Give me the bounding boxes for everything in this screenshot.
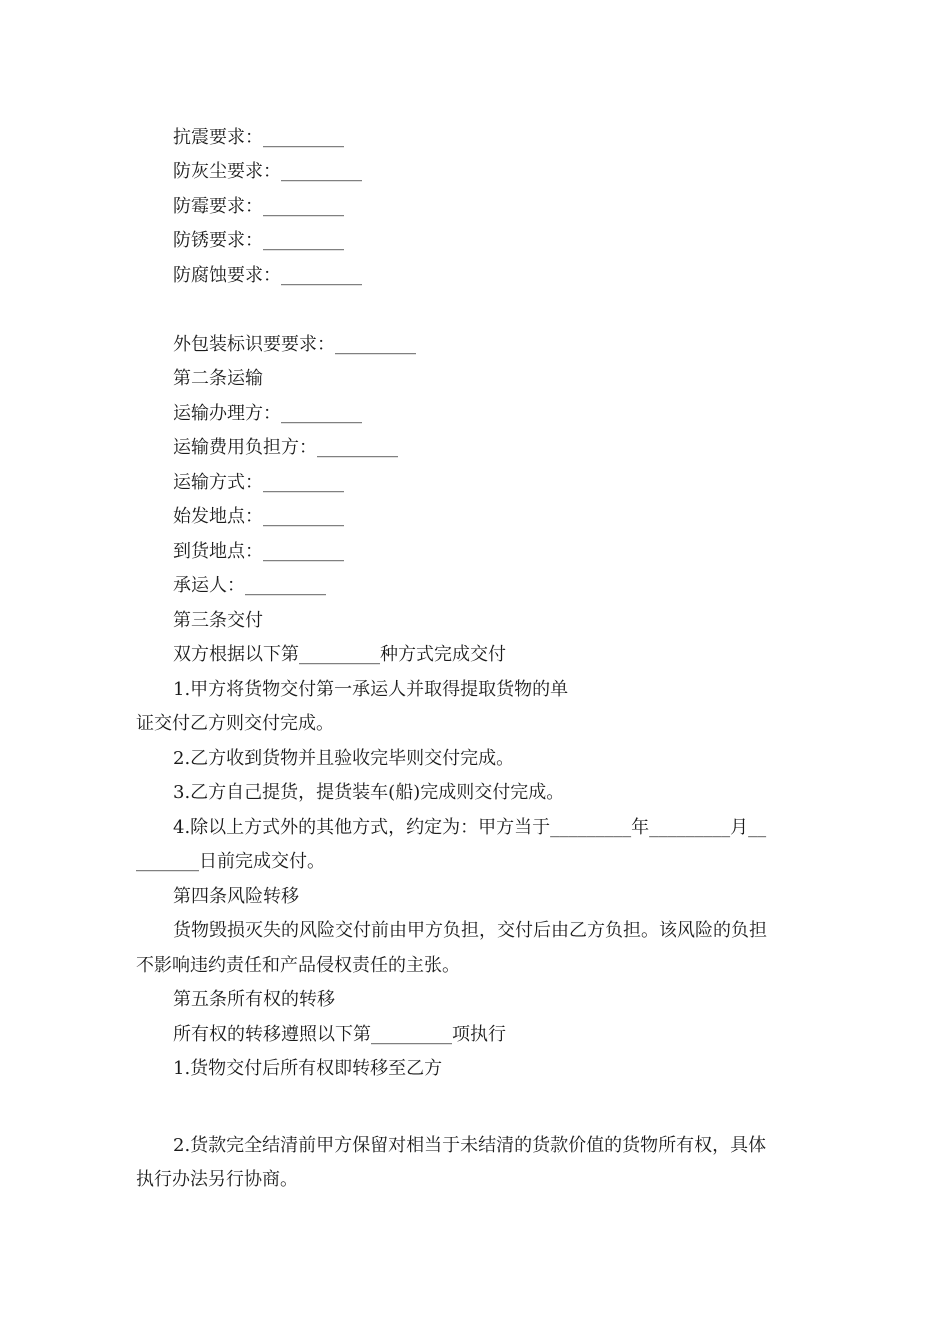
risk-transfer-line-2: 不影响违约责任和产品侵权责任的主张。 — [136, 955, 460, 976]
seismic-requirement: 抗震要求：_________ — [173, 127, 344, 148]
delivery-option-1-line-2: 证交付乙方则交付完成。 — [136, 713, 334, 734]
rust-requirement: 防锈要求：_________ — [173, 230, 344, 251]
corrosion-requirement: 防腐蚀要求：_________ — [173, 265, 362, 286]
article-3-heading: 第三条交付 — [173, 610, 263, 631]
dustproof-requirement: 防灰尘要求：_________ — [173, 161, 362, 182]
ownership-option-2-line-1: 2.货款完全结清前甲方保留对相当于未结清的货款价值的货物所有权，具体 — [173, 1135, 767, 1156]
article-2-heading: 第二条运输 — [173, 368, 263, 389]
delivery-option-3: 3.乙方自己提货，提货装车(船)完成则交付完成。 — [173, 782, 565, 803]
delivery-option-4-line-1: 4.除以上方式外的其他方式，约定为：甲方当于_________年_________月__ — [173, 817, 767, 838]
ownership-option-2-line-2: 执行办法另行协商。 — [136, 1169, 298, 1190]
departure-location: 始发地点：_________ — [173, 506, 344, 527]
outer-packaging-marking-requirement: 外包装标识要要求：_________ — [173, 334, 416, 355]
transport-method: 运输方式：_________ — [173, 472, 344, 493]
ownership-option-selection: 所有权的转移遵照以下第_________项执行 — [173, 1024, 506, 1045]
delivery-option-2: 2.乙方收到货物并且验收完毕则交付完成。 — [173, 748, 515, 769]
delivery-option-1-line-1: 1.甲方将货物交付第一承运人并取得提取货物的单 — [173, 679, 569, 700]
risk-transfer-line-1: 货物毁损灭失的风险交付前由甲方负担，交付后由乙方负担。该风险的负担 — [173, 920, 767, 941]
transport-handler: 运输办理方：_________ — [173, 403, 362, 424]
article-4-heading: 第四条风险转移 — [173, 886, 299, 907]
delivery-method-selection: 双方根据以下第_________种方式完成交付 — [173, 644, 506, 665]
article-5-heading: 第五条所有权的转移 — [173, 989, 335, 1010]
delivery-option-4-line-2: _______日前完成交付。 — [136, 851, 325, 872]
carrier: 承运人：_________ — [173, 575, 326, 596]
arrival-location: 到货地点：_________ — [173, 541, 344, 562]
ownership-option-1: 1.货物交付后所有权即转移至乙方 — [173, 1058, 443, 1079]
transport-cost-bearer: 运输费用负担方：_________ — [173, 437, 398, 458]
mildew-requirement: 防霉要求：_________ — [173, 196, 344, 217]
